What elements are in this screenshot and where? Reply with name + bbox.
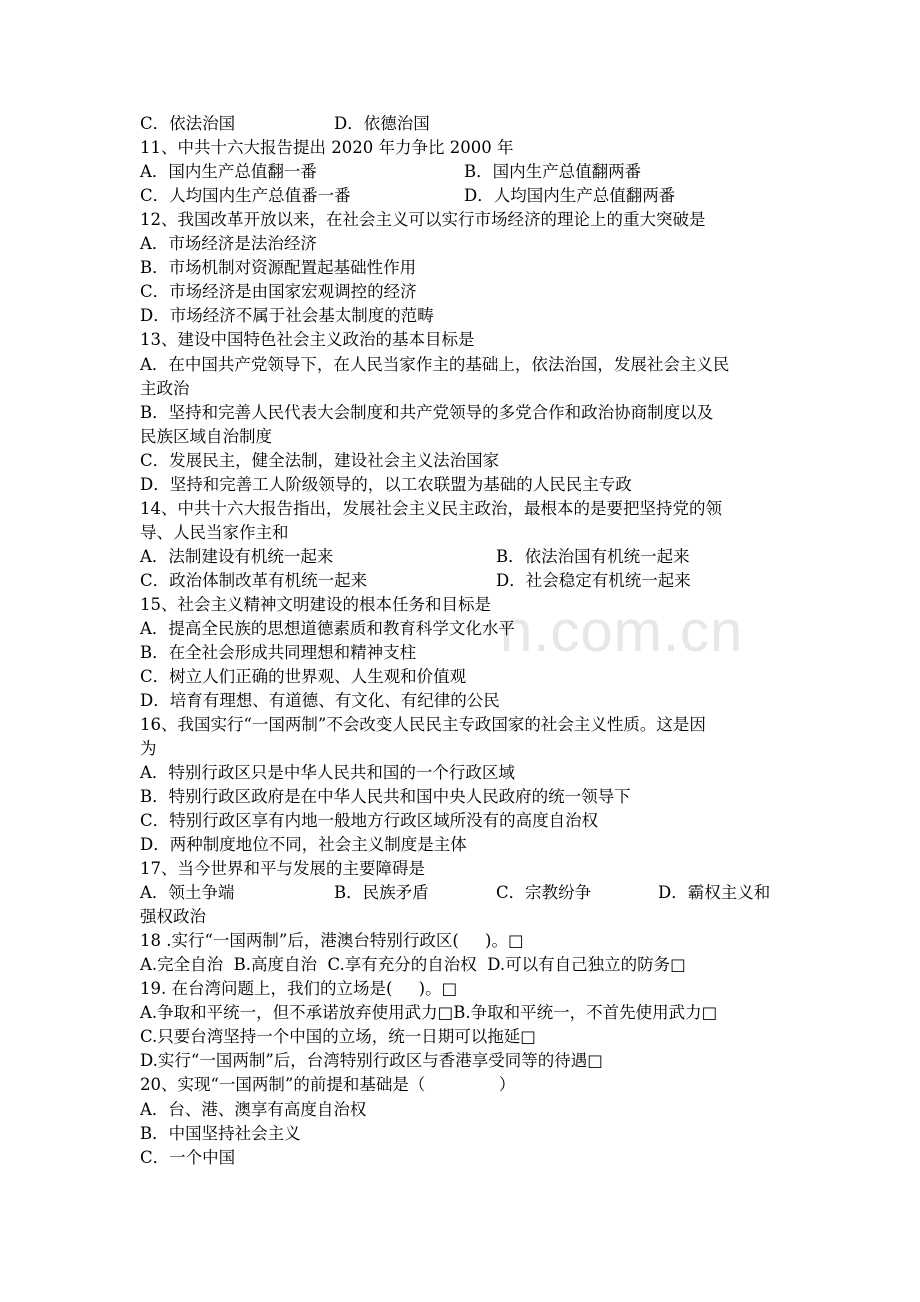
q14-option-c: C．政治体制改革有机统一起来	[140, 571, 368, 590]
q11-option-d: D．人均国内生产总值翻两番	[464, 186, 676, 205]
q13-option-b-line1: B．坚持和完善人民代表大会制度和共产党领导的多党合作和政治协商制度以及	[140, 403, 714, 422]
q12-option-a: A．市场经济是法治经济	[140, 234, 317, 253]
option-c-prev: C．依法治国	[140, 114, 236, 133]
q13-option-b-line2: 民族区域自治制度	[140, 427, 272, 446]
q15-option-d: D．培育有理想、有道德、有文化、有纪律的公民	[140, 691, 500, 710]
q13-option-a-line2: 主政治	[140, 379, 190, 398]
question-16-line2: 为	[140, 739, 157, 758]
q17-option-c: C．宗教纷争	[496, 883, 592, 902]
q11-option-b: B．国内生产总值翻两番	[464, 162, 642, 181]
q11-option-c: C．人均国内生产总值番一番	[140, 186, 351, 205]
question-14-line1: 14、中共十六大报告指出，发展社会主义民主政治，最根本的是要把坚持党的领	[140, 499, 722, 518]
q19-option-c: C.只要台湾坚持一个中国的立场，统一日期可以拖延□	[140, 1027, 536, 1046]
q17-option-d: D．霸权主义和	[658, 883, 771, 902]
q13-option-a-line1: A．在中国共产党领导下，在人民当家作主的基础上，依法治国，发展社会主义民	[140, 355, 730, 374]
q19-option-d: D.实行“一国两制”后，台湾特别行政区与香港享受同等的待遇□	[140, 1051, 603, 1070]
q19-options-ab: A.争取和平统一，但不承诺放弃使用武力□B.争取和平统一，不首先使用武力□	[140, 1003, 718, 1022]
q16-option-d: D．两种制度地位不同，社会主义制度是主体	[140, 835, 467, 854]
q11-option-a: A．国内生产总值翻一番	[140, 162, 317, 181]
q14-option-a: A．法制建设有机统一起来	[140, 547, 334, 566]
q17-option-d-cont: 强权政治	[140, 907, 206, 926]
q13-option-c: C．发展民主，健全法制，建设社会主义法治国家	[140, 451, 500, 470]
question-15: 15、社会主义精神文明建设的根本任务和目标是	[140, 595, 491, 614]
question-19: 19. 在台湾问题上，我们的立场是( )。□	[140, 979, 458, 998]
q16-option-c: C．特别行政区享有内地一般地方行政区域所没有的高度自治权	[140, 811, 599, 830]
question-16-line1: 16、我国实行“一国两制”不会改变人民民主专政国家的社会主义性质。这是因	[140, 715, 706, 734]
q18-options: A.完全自治 B.高度自治 C.享有充分的自治权 D.可以有自己独立的防务□	[140, 955, 686, 974]
q14-option-d: D．社会稳定有机统一起来	[496, 571, 691, 590]
q20-option-a: A．台、港、澳享有高度自治权	[140, 1100, 367, 1119]
question-12: 12、我国改革开放以来，在社会主义可以实行市场经济的理论上的重大突破是	[140, 210, 706, 229]
q17-option-b: B．民族矛盾	[334, 883, 429, 902]
q16-option-b: B．特别行政区政府是在中华人民共和国中央人民政府的统一领导下	[140, 787, 631, 806]
q15-option-c: C．树立人们正确的世界观、人生观和价值观	[140, 667, 467, 686]
q15-option-b: B．在全社会形成共同理想和精神支柱	[140, 643, 417, 662]
q12-option-c: C．市场经济是由国家宏观调控的经济	[140, 282, 417, 301]
question-20: 20、实现“一国两制”的前提和基础是（ ）	[140, 1075, 516, 1094]
question-18: 18 .实行“一国两制”后，港澳台特别行政区( )。□	[140, 931, 524, 950]
question-13: 13、建设中国特色社会主义政治的基本目标是	[140, 330, 475, 349]
watermark: n.com.cn	[500, 599, 744, 664]
q20-option-b: B．中国坚持社会主义	[140, 1124, 301, 1143]
q17-option-a: A．领土争端	[140, 883, 235, 902]
q12-option-d: D．市场经济不属于社会基太制度的范畴	[140, 306, 434, 325]
q12-option-b: B．市场机制对资源配置起基础性作用	[140, 258, 417, 277]
q13-option-d: D．坚持和完善工人阶级领导的，以工农联盟为基础的人民民主专政	[140, 475, 632, 494]
question-14-line2: 导、人民当家作主和	[140, 523, 289, 542]
question-11: 11、中共十六大报告提出 2020 年力争比 2000 年	[140, 138, 514, 157]
q20-option-c: C．一个中国	[140, 1148, 236, 1167]
q14-option-b: B．依法治国有机统一起来	[496, 547, 690, 566]
question-17: 17、当今世界和平与发展的主要障碍是	[140, 859, 425, 878]
q15-option-a: A．提高全民族的思想道德素质和教育科学文化水平	[140, 619, 515, 638]
q16-option-a: A．特别行政区只是中华人民共和国的一个行政区域	[140, 763, 515, 782]
option-d-prev: D．依德治国	[334, 114, 430, 133]
